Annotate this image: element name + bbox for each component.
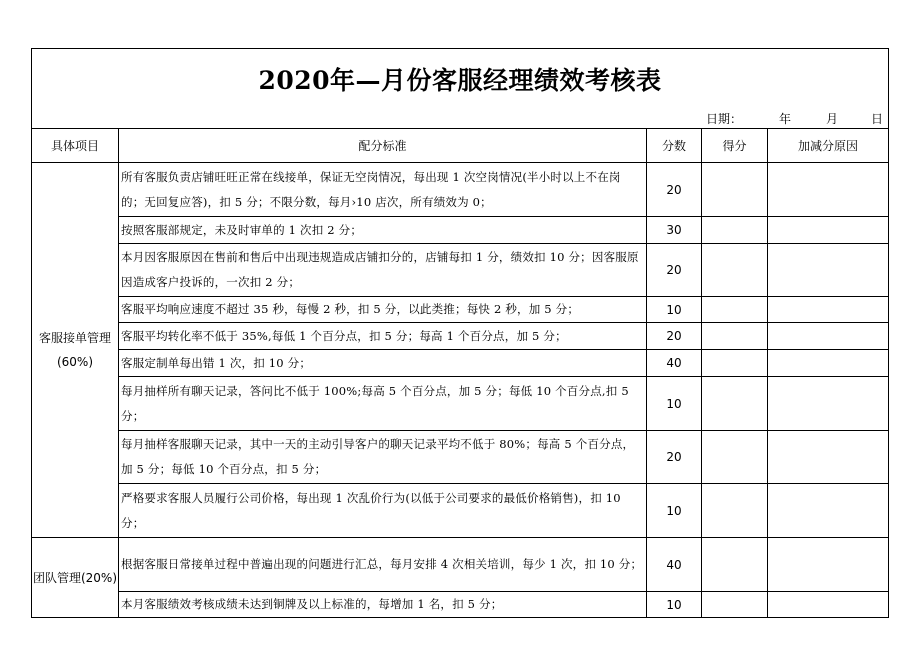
table-row — [32, 163, 889, 217]
reason-cell[interactable] — [768, 538, 889, 592]
table-row — [32, 484, 889, 538]
table-row — [32, 217, 889, 244]
header-score: 分数 — [647, 129, 702, 163]
table-row — [32, 244, 889, 297]
criteria-cell: 客服定制单每出错 1 次，扣 10 分； — [119, 350, 647, 377]
table-row — [32, 592, 889, 618]
title-cell — [32, 49, 889, 107]
date-label: 日期： — [706, 112, 743, 126]
reason-cell[interactable] — [768, 592, 889, 618]
criteria-cell: 客服平均转化率不低于 35%,每低 1 个百分点，扣 5 分；每高 1 个百分点，加 5 分； — [119, 323, 647, 350]
header-row — [32, 129, 889, 163]
criteria-cell: 根据客服日常接单过程中普遍出现的问题进行汇总，每月安排 4 次相关培训，每少 1 次，扣 10 分； — [119, 538, 647, 592]
table-row — [32, 431, 889, 484]
header-item: 具体项目 — [32, 129, 119, 163]
criteria-cell: 本月因客服原因在售前和售后中出现违规造成店铺扣分的，店铺每扣 1 分，绩效扣 10 分；因客服原因造成客户投诉的，一次扣 2 分； — [119, 244, 647, 297]
appraisal-table — [31, 48, 889, 618]
table-row — [32, 297, 889, 323]
criteria-cell: 每月抽样所有聊天记录，答问比不低于 100%;每高 5 个百分点，加 5 分；每低 10 个百分点,扣 5 分； — [119, 377, 647, 431]
date-line — [706, 110, 888, 126]
score-cell: 30 — [647, 217, 702, 244]
reason-cell[interactable] — [768, 350, 889, 377]
score-cell: 10 — [647, 297, 702, 323]
got-score-cell[interactable] — [702, 431, 768, 484]
reason-cell[interactable] — [768, 297, 889, 323]
reason-cell[interactable] — [768, 244, 889, 297]
category-order-management — [32, 163, 119, 538]
reason-cell[interactable] — [768, 323, 889, 350]
category-name: 团队管理(20%) — [32, 570, 118, 585]
criteria-cell: 客服平均响应速度不超过 35 秒，每慢 2 秒，扣 5 分，以此类推；每快 2 秒，加 5 分； — [119, 297, 647, 323]
reason-cell[interactable] — [768, 431, 889, 484]
got-score-cell[interactable] — [702, 244, 768, 297]
got-score-cell[interactable] — [702, 217, 768, 244]
date-month: 月 — [826, 112, 839, 126]
table-row — [32, 377, 889, 431]
reason-cell[interactable] — [768, 484, 889, 538]
date-day: 日 — [871, 112, 884, 126]
score-cell: 20 — [647, 431, 702, 484]
score-cell: 20 — [647, 323, 702, 350]
date-cell — [32, 106, 889, 129]
got-score-cell[interactable] — [702, 377, 768, 431]
page-title: 2020年—月份客服经理绩效考核表 — [258, 65, 662, 95]
score-cell: 40 — [647, 350, 702, 377]
got-score-cell[interactable] — [702, 350, 768, 377]
score-cell: 40 — [647, 538, 702, 592]
appraisal-sheet — [31, 48, 888, 618]
criteria-cell: 按照客服部规定，未及时审单的 1 次扣 2 分； — [119, 217, 647, 244]
score-cell: 10 — [647, 377, 702, 431]
category-name: 客服接单管理 — [38, 331, 111, 345]
score-cell: 10 — [647, 484, 702, 538]
table-row — [32, 538, 889, 592]
reason-cell[interactable] — [768, 217, 889, 244]
header-reason: 加减分原因 — [768, 129, 889, 163]
date-year: 年 — [779, 112, 792, 126]
got-score-cell[interactable] — [702, 323, 768, 350]
score-cell: 20 — [647, 163, 702, 217]
category-team-management — [32, 538, 119, 618]
header-criteria: 配分标准 — [119, 129, 647, 163]
table-row — [32, 323, 889, 350]
criteria-cell: 严格要求客服人员履行公司价格，每出现 1 次乱价行为(以低于公司要求的最低价格销售)，扣 10 分； — [119, 484, 647, 538]
got-score-cell[interactable] — [702, 592, 768, 618]
score-cell: 20 — [647, 244, 702, 297]
criteria-cell: 本月客服绩效考核成绩未达到铜牌及以上标准的，每增加 1 名，扣 5 分； — [119, 592, 647, 618]
reason-cell[interactable] — [768, 377, 889, 431]
table-row — [32, 350, 889, 377]
got-score-cell[interactable] — [702, 163, 768, 217]
criteria-cell: 每月抽样客服聊天记录，其中一天的主动引导客户的聊天记录平均不低于 80%；每高 5 个百分点，加 5 分；每低 10 个百分点，扣 5 分； — [119, 431, 647, 484]
score-cell: 10 — [647, 592, 702, 618]
header-got: 得分 — [702, 129, 768, 163]
got-score-cell[interactable] — [702, 484, 768, 538]
category-weight: (60%) — [56, 355, 94, 369]
got-score-cell[interactable] — [702, 538, 768, 592]
reason-cell[interactable] — [768, 163, 889, 217]
criteria-cell: 所有客服负责店铺旺旺正常在线接单，保证无空岗情况，每出现 1 次空岗情况(半小时以上不在岗的；无回复应答)，扣 5 分；不限分数，每月›10 店次，所有绩效为 0； — [119, 163, 647, 217]
got-score-cell[interactable] — [702, 297, 768, 323]
